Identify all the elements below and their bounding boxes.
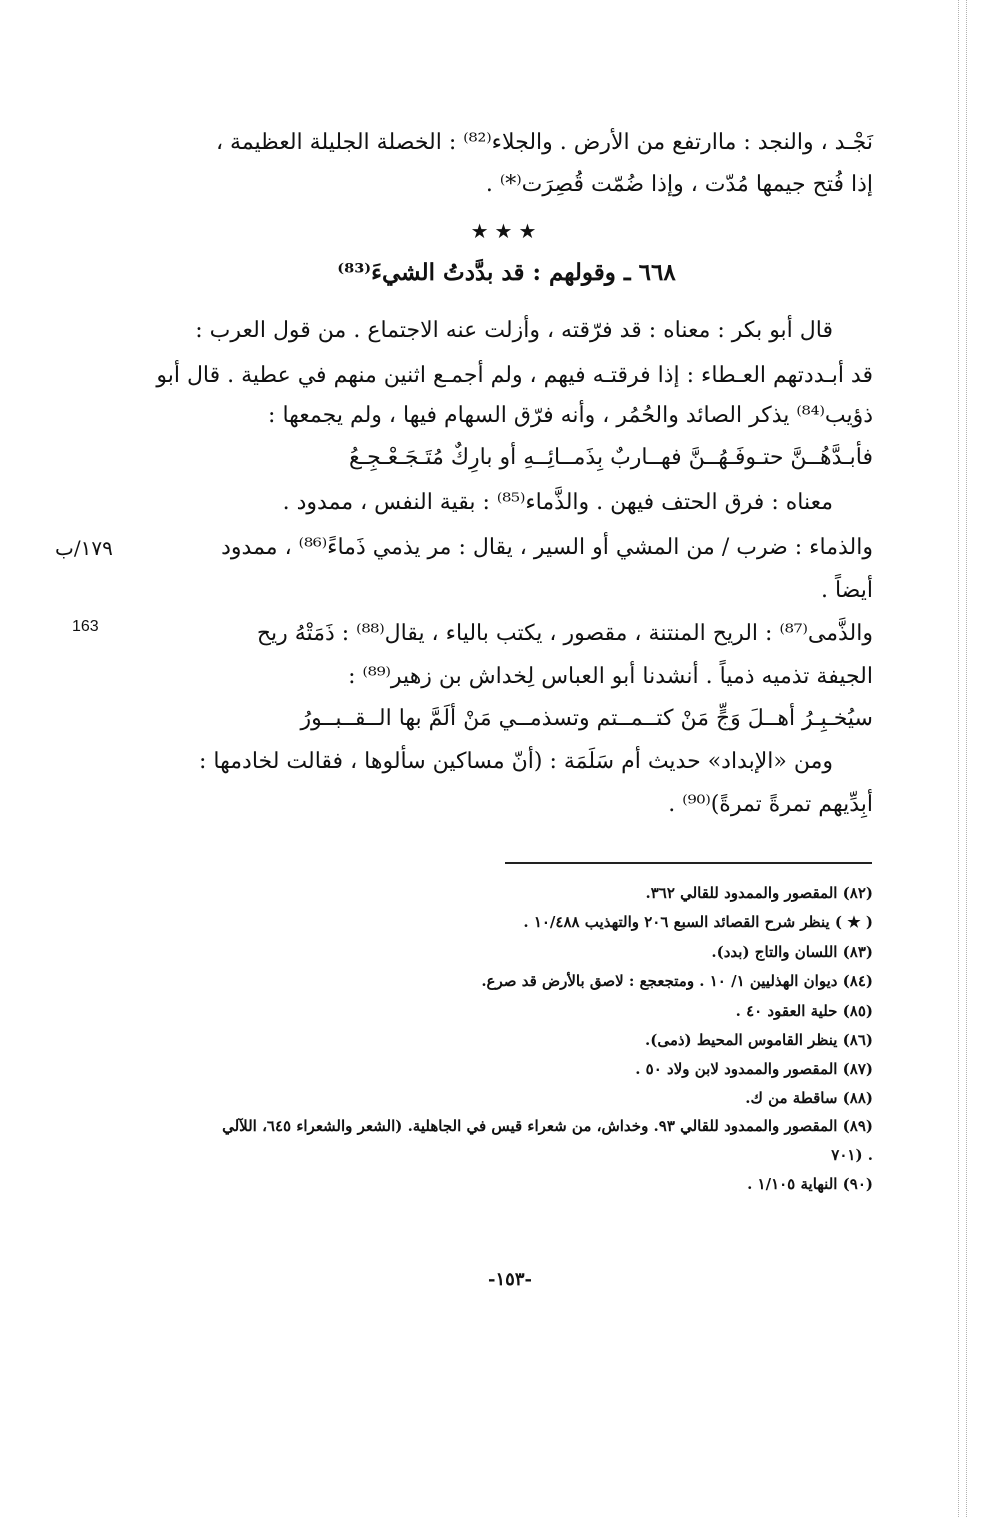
body-line: قد أبـددتهم العـطاء : إذا فرقتـه فيهم ، ولم أجمـع اثنين منهم في عطية . قال أبو [156,363,873,388]
footnote: (٨٢) المقصور والممدود للقالي ٣٦٢. [645,884,873,902]
section-separator: ★★★ [470,219,543,243]
footnote-separator [505,862,872,864]
footnote: (٩٠) النهاية ١/١٠٥ . [747,1175,873,1193]
footnote: (٨٣) اللسان والتاج (بدد). [711,943,873,961]
body-line: والذَّمى⁽⁸⁷⁾ : الريح المنتنة ، مقصور ، يكتب بالياء ، يقال⁽⁸⁸⁾ : ذَمَتْهُ ريح [256,621,873,646]
body-line: الجيفة تذميه ذمياً . أنشدنا أبو العباس لِخداش بن زهير⁽⁸⁹⁾ : [348,664,873,689]
original-page-marker: 163 [72,618,99,635]
page-number: -١٥٣- [488,1269,532,1290]
body-line: نَجْـد ، والنجد : ماارتفع من الأرض . والجلاء⁽⁸²⁾ : الخصلة الجليلة العظيمة ، [215,130,873,155]
footnote: (٨٥) حلية العقود ٤٠ . [735,1002,873,1020]
footnote: ٧٠١) . [831,1146,873,1164]
scan-edge-line [958,0,959,1517]
poetry-verse: سيُخـبِـرُ أهــلَ وَجٍّ مَنْ كتــمــتم وتسذمــي مَنْ ألَمَّ بها الــقــبــورُ [300,706,873,731]
body-line: والذماء : ضرب / من المشي أو السير ، يقال : مر يذمي ذَماءً⁽⁸⁶⁾ ، ممدود [221,535,873,560]
body-line: معناه : فرق الحتف فيهن . والذَّماء⁽⁸⁵⁾ : بقية النفس ، ممدود . [282,490,833,515]
footnote: (٨٨) ساقطة من ك. [745,1089,873,1107]
body-line: ومن «الإبداد» حديث أم سَلَمَة : (أنّ مساكين سألوها ، فقالت لخادمها : [198,749,833,774]
footnote: (٨٤) ديوان الهذليين ١/ ١٠ . ومتجعجع : لاصق بالأرض قد صرع. [481,972,873,990]
footnote: (٨٦) ينظر القاموس المحيط (ذمى). [645,1031,873,1049]
body-line: قال أبو بكر : معناه : قد فرّقته ، وأزلت عنه الاجتماع . من قول العرب : [195,318,833,343]
poetry-verse: فأبـدَّهُــنَّ حتـوفَـهُــنَّ فهــاربٌ بِذَمــائِــهِ أو بارِكٌ مُتَـجَـعْـجِـعُ [348,445,873,470]
footnote: ( ★ ) ينظر شرح القصائد السبع ٢٠٦ والتهذيب ١٠/٤٨٨ . [523,913,873,931]
entry-heading: ٦٦٨ ـ وقولهم : قد بدَّدتُ الشيءَ⁽⁸³⁾ [337,259,676,286]
body-line: أيضاً . [820,578,873,603]
footnote: (٨٧) المقصور والممدود لابن ولاد ٥٠ . [635,1060,873,1078]
body-line: ذؤيب⁽⁸⁴⁾ يذكر الصائد والحُمُر ، وأنه فرّق السهام فيها ، ولم يجمعها : [268,403,873,428]
footnote: (٨٩) المقصور والممدود للقالي ٩٣. وخداش، من شعراء قيس في الجاهلية. (الشعر والشعراء ٦٤٥، اللآلي [222,1117,873,1135]
manuscript-folio-marker: ١٧٩/ب [55,536,113,560]
body-line: إذا فُتح جيمها مُدّت ، وإذا ضُمّت قُصِرَت⁽*⁾ . [485,172,873,197]
scan-edge-line [966,0,967,1517]
body-line: أبِدِّيهم تمرةً تمرةً)⁽⁹⁰⁾ . [668,792,873,817]
